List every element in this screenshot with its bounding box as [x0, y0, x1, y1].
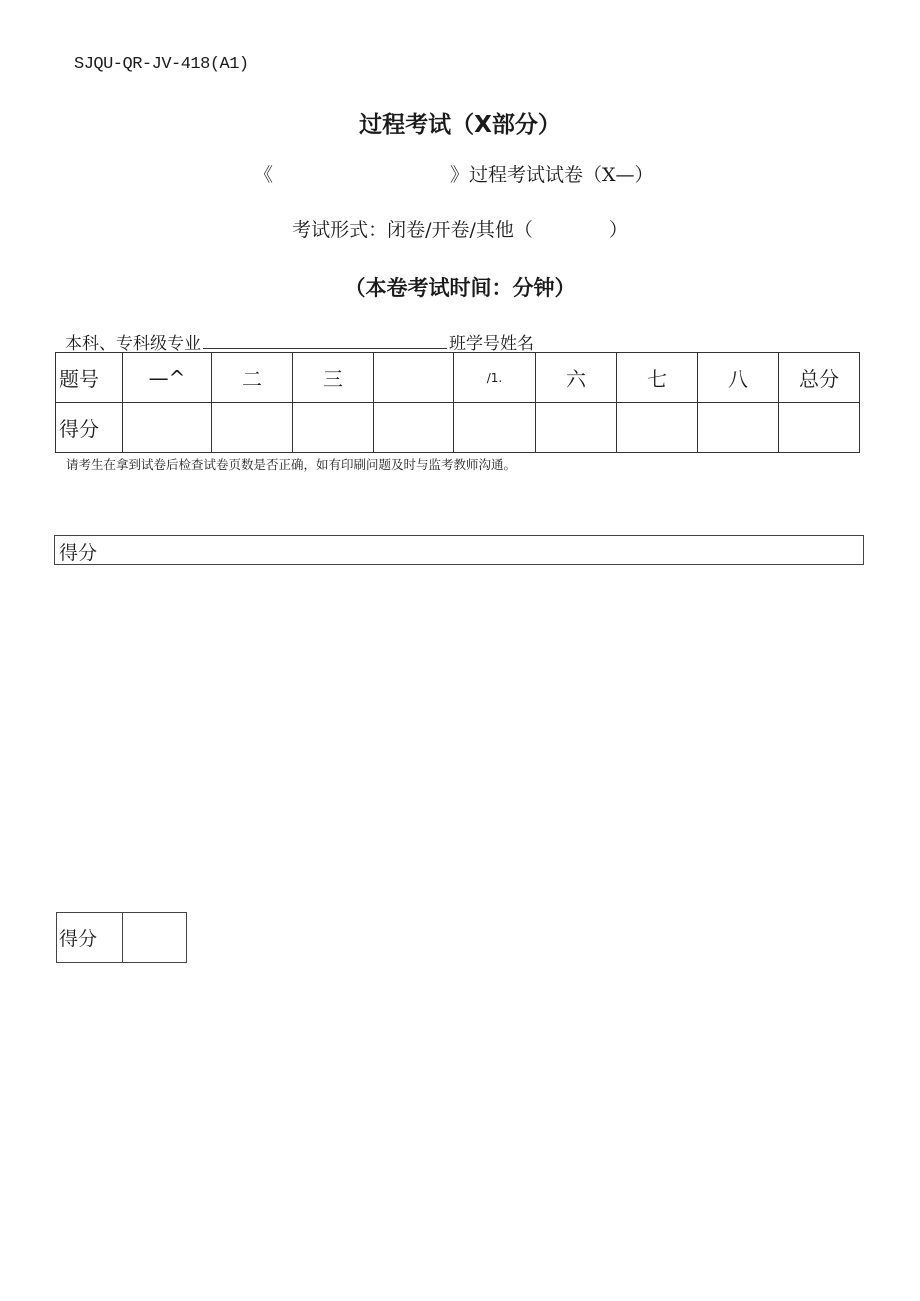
- score-cell: [123, 403, 212, 453]
- column-header: 二: [212, 353, 293, 403]
- exam-title: 过程考试（X部分）: [359, 112, 561, 138]
- score-cell: [698, 403, 779, 453]
- score-cell: [123, 913, 187, 963]
- course-name-close-text: 》过程考试试卷（X—）: [450, 164, 654, 186]
- column-header: 八: [698, 353, 779, 403]
- section-score-label: 得分: [59, 542, 98, 564]
- column-header: [374, 353, 454, 403]
- section-score-box-label: 得分: [57, 913, 123, 963]
- major-blank: [203, 334, 447, 349]
- table-row: [57, 913, 187, 963]
- column-header: 三: [293, 353, 374, 403]
- score-cell: [212, 403, 293, 453]
- score-table: [55, 352, 860, 453]
- score-cell: [617, 403, 698, 453]
- exam-format: 考试形式：闭卷/开卷/其他（ ）: [292, 219, 628, 241]
- column-header: /1.: [454, 353, 536, 403]
- document-code: SJQU-QR-JV-418(A1): [74, 55, 249, 74]
- column-header: —^: [123, 353, 212, 403]
- course-name-open-bracket: 《: [254, 164, 274, 186]
- score-cell: [293, 403, 374, 453]
- score-cell: [536, 403, 617, 453]
- student-info-suffix: 班学号姓名: [449, 334, 534, 354]
- section-score-bar: [54, 535, 864, 565]
- column-header: 总分: [779, 353, 860, 403]
- score-cell: [374, 403, 454, 453]
- exam-time: （本卷考试时间：分钟）: [344, 276, 576, 300]
- student-info-line: [65, 329, 534, 354]
- row-label-question: 题号: [56, 353, 123, 403]
- table-row: [56, 403, 860, 453]
- column-header: 七: [617, 353, 698, 403]
- table-row: [56, 353, 860, 403]
- score-cell: [779, 403, 860, 453]
- exam-notice: 请考生在拿到试卷后检查试卷页数是否正确，如有印刷问题及时与监考教师沟通。: [66, 457, 517, 472]
- section-score-box: [56, 912, 187, 963]
- column-header: 六: [536, 353, 617, 403]
- score-cell: [454, 403, 536, 453]
- student-info-prefix: 本科、专科级专业: [65, 334, 201, 354]
- row-label-score: 得分: [56, 403, 123, 453]
